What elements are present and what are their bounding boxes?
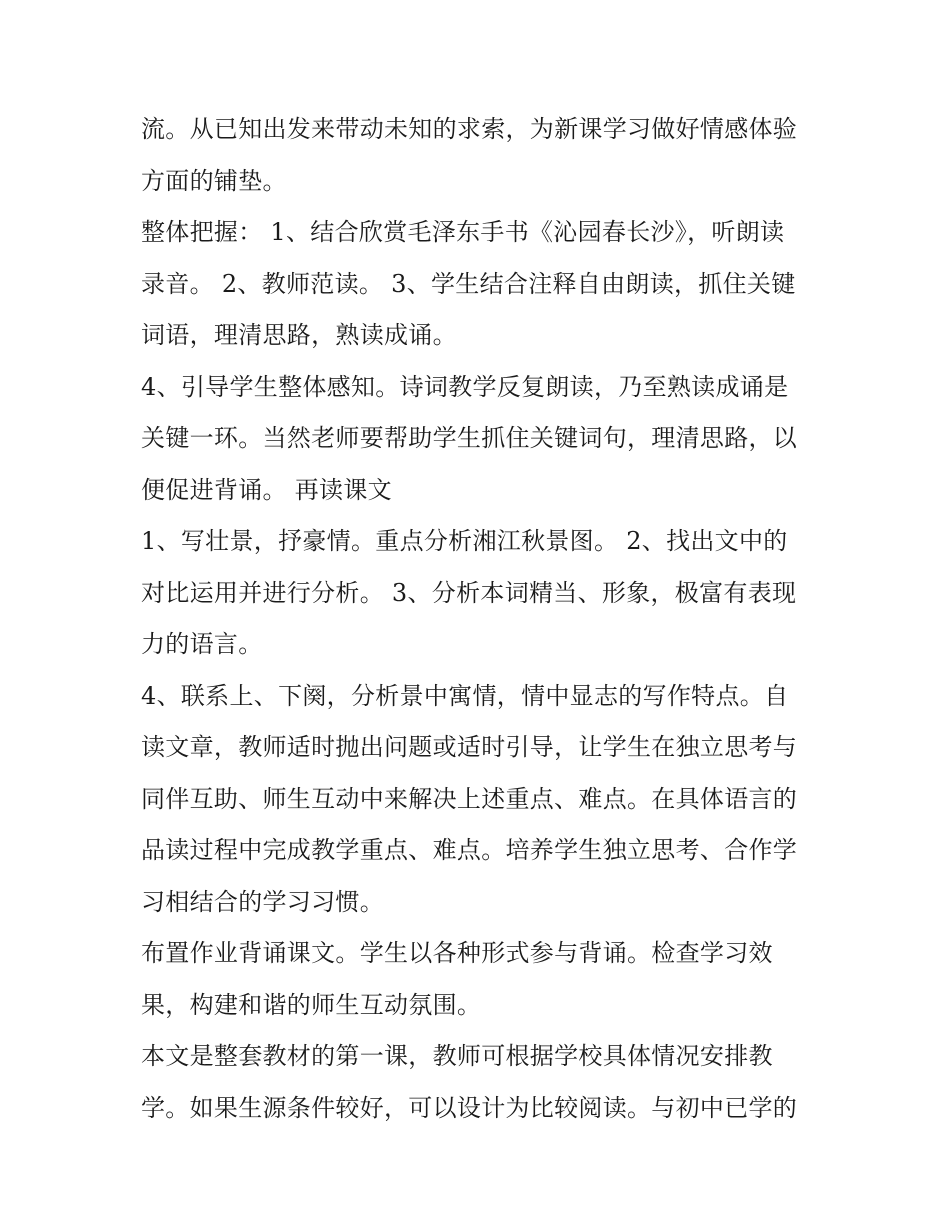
paragraph <box>141 1031 821 1134</box>
text-line: 关键一环。当然老师要帮助学生抓住关键词句，理清思路，以 <box>141 424 798 452</box>
text-line: 习相结合的学习习惯。 <box>141 887 384 916</box>
text-line: 4、联系上、下阕，分析景中寓情，情中显志的写作特点。自 <box>141 681 789 710</box>
document-body <box>141 104 821 1134</box>
paragraph <box>141 516 821 671</box>
text-line: 学。如果生源条件较好，可以设计为比较阅读。与初中已学的 <box>141 1093 798 1122</box>
text-line: 布置作业背诵课文。学生以各种形式参与背诵。检查学习效 <box>141 939 773 967</box>
text-line: 便促进背诵。 再读课文 <box>141 475 392 504</box>
text-line: 整体把握： 1、结合欣赏毛泽东手书《沁园春长沙》，听朗读 <box>141 218 785 246</box>
text-line: 流。从已知出发来带动未知的求索，为新课学习做好情感体验 <box>141 115 798 143</box>
text-line: 力的语言。 <box>141 630 263 658</box>
paragraph <box>141 207 821 362</box>
text-line: 1、写壮景，抒豪情。重点分析湘江秋景图。 2、找出文中的 <box>141 527 788 555</box>
paragraph <box>141 928 821 1031</box>
text-line: 同伴互助、师生互动中来解决上述重点、难点。在具体语言的 <box>141 784 798 813</box>
paragraph <box>141 362 821 517</box>
text-line: 词语，理清思路，熟读成诵。 <box>141 321 457 349</box>
text-line: 4、引导学生整体感知。诗词教学反复朗读，乃至熟读成诵是 <box>141 372 789 401</box>
paragraph <box>141 671 821 929</box>
text-line: 读文章，教师适时抛出问题或适时引导，让学生在独立思考与 <box>141 733 798 761</box>
paragraph <box>141 104 821 207</box>
text-line: 对比运用并进行分析。 3、分析本词精当、形象，极富有表现 <box>141 578 797 607</box>
text-line: 品读过程中完成教学重点、难点。培养学生独立思考、合作学 <box>141 836 798 864</box>
text-line: 本文是整套教材的第一课，教师可根据学校具体情况安排教 <box>141 1042 773 1070</box>
text-line: 果，构建和谐的师生互动氛围。 <box>141 990 482 1019</box>
text-line: 方面的铺垫。 <box>141 166 287 195</box>
text-line: 录音。 2、教师范读。 3、学生结合注释自由朗读，抓住关键 <box>141 269 796 298</box>
